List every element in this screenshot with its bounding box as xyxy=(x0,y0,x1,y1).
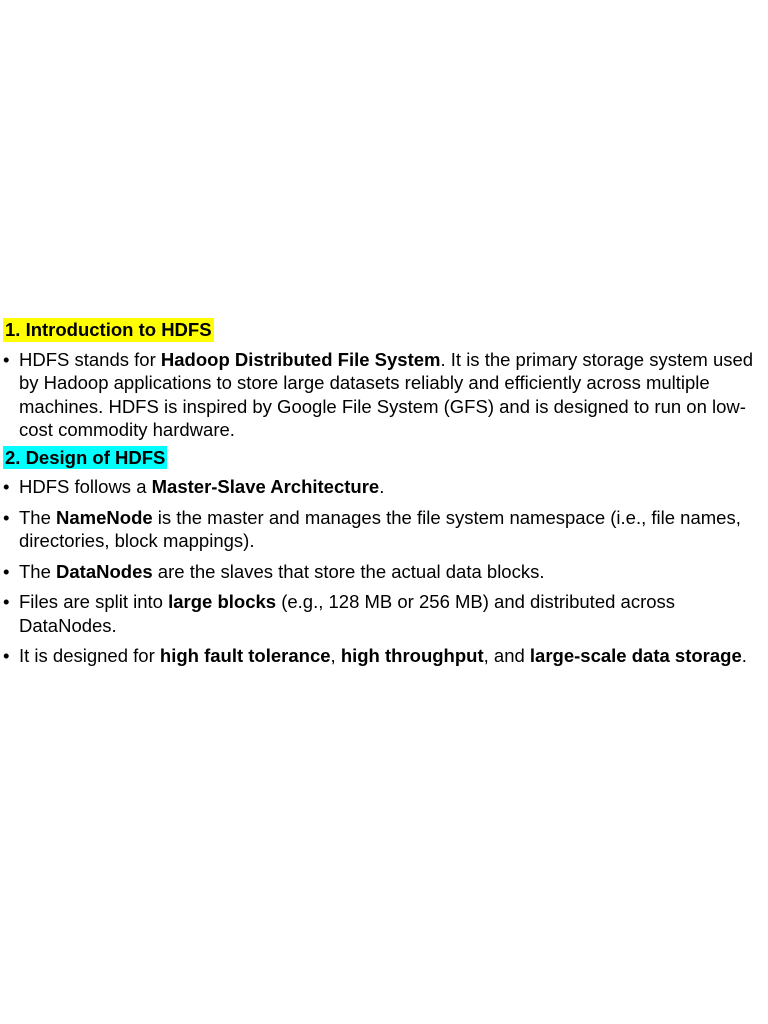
body-text: . xyxy=(741,645,747,666)
body-text: The xyxy=(19,506,57,528)
bold-text: DataNodes xyxy=(56,560,153,582)
bold-text: Master-Slave Architecture xyxy=(151,476,380,497)
section-design xyxy=(3,446,763,668)
bullet-list-introduction xyxy=(3,348,763,442)
bullet-list-design xyxy=(3,475,763,668)
section-heading-design: 2. Design of HDFS xyxy=(5,446,166,468)
body-text: It is designed for xyxy=(19,645,160,666)
bullet-dot-icon: • xyxy=(3,348,10,370)
body-text: Files are split into xyxy=(19,591,169,612)
body-text: (e.g., 128 MB or 256 MB) and distributed across DataNodes. xyxy=(19,591,676,636)
bullet-dot-icon: • xyxy=(3,560,10,582)
bullet-dot-icon: • xyxy=(3,506,10,528)
section-heading-introduction: 1. Introduction to HDFS xyxy=(5,319,212,340)
bullet-item xyxy=(3,560,763,584)
body-text: . xyxy=(379,476,385,497)
body-text: is the master and manages the file system namespace (i.e., file names, directories, block mappings). xyxy=(19,506,741,551)
body-text: . It is the primary storage system used by Hadoop applications to store large datasets reliably and efficiently across multiple machines. HDFS is inspired by Google File System (GFS) and is designed to run on low-cost commodity hardware. xyxy=(19,348,754,440)
bold-text: high throughput xyxy=(340,645,484,666)
bullet-item xyxy=(3,475,763,499)
bullet-dot-icon: • xyxy=(3,591,10,612)
bold-text: large blocks xyxy=(168,591,277,612)
bold-text: high fault tolerance xyxy=(159,645,331,666)
bullet-item xyxy=(3,506,763,553)
bold-text: large-scale data storage xyxy=(529,645,742,666)
body-text: , and xyxy=(483,645,530,666)
section-introduction xyxy=(3,318,763,442)
body-text: are the slaves that store the actual data blocks. xyxy=(152,560,545,582)
bullet-item xyxy=(3,590,763,637)
body-text: HDFS stands for xyxy=(19,348,161,370)
body-text: HDFS follows a xyxy=(19,476,152,497)
bold-text: NameNode xyxy=(56,506,153,528)
bullet-dot-icon: • xyxy=(3,645,10,666)
bold-text: Hadoop Distributed File System xyxy=(160,348,441,370)
body-text: The xyxy=(19,560,57,582)
bullet-item xyxy=(3,644,763,668)
body-text: , xyxy=(330,645,341,666)
bullet-item xyxy=(3,348,763,442)
bullet-dot-icon: • xyxy=(3,476,10,497)
document-body xyxy=(3,318,763,675)
